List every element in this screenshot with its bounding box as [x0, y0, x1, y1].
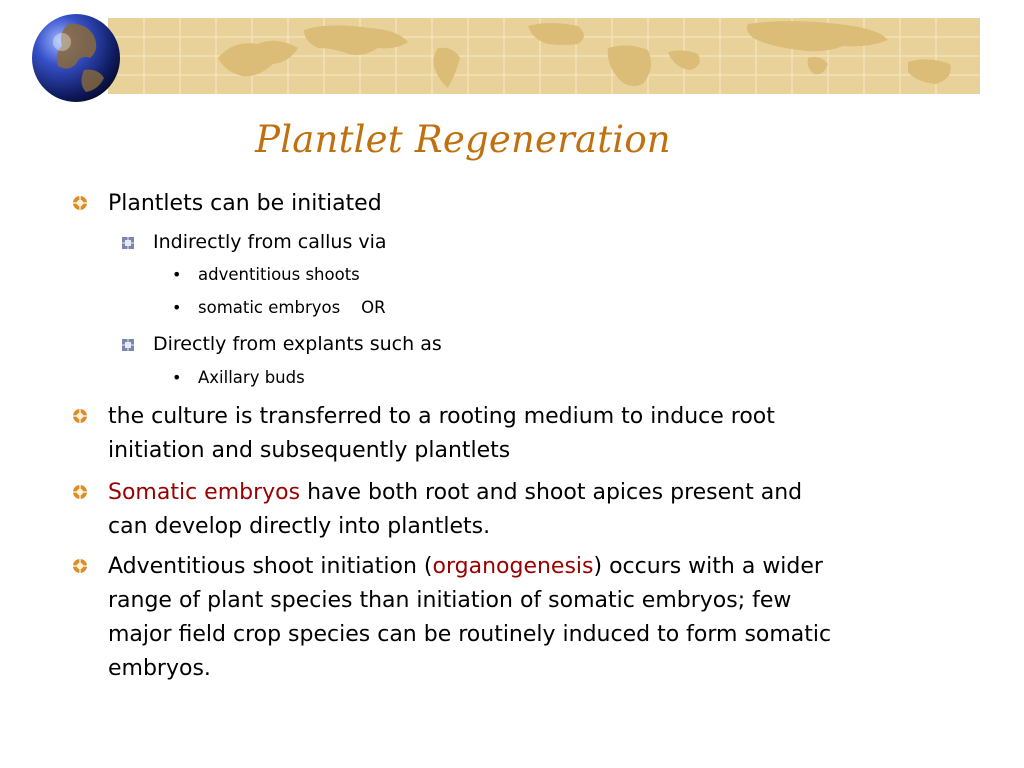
slide-title: Plantlet Regeneration — [255, 118, 671, 161]
bullet-text-line: initiation and subsequently plantlets — [108, 438, 511, 463]
bullet-text-line: major field crop species can be routinely induced to form somatic — [108, 622, 832, 647]
highlight-term: organogenesis — [432, 554, 594, 579]
bullet-text: Plantlets can be initiated — [108, 191, 382, 216]
bullet-text: Adventitious shoot initiation ( — [108, 554, 433, 579]
dot-bullet: • — [172, 265, 182, 284]
highlight-term: Somatic embryos — [108, 480, 301, 505]
bullet-text: Directly from explants such as — [153, 333, 442, 355]
dot-bullet: • — [172, 298, 182, 317]
bullet-text-line — [108, 550, 823, 584]
bullet-text-line: range of plant species than initiation of somatic embryos; few — [108, 588, 792, 613]
sub-bullet-icon — [122, 339, 134, 351]
bullet-icon — [72, 484, 88, 500]
bullet-icon — [72, 408, 88, 424]
bullet-text: Indirectly from callus via — [153, 231, 387, 253]
bullet-text: ) occurs with a wider — [593, 554, 823, 579]
bullet-icon — [72, 195, 88, 211]
sub-bullet-icon — [122, 237, 134, 249]
bullet-text: adventitious shoots — [198, 265, 360, 284]
bullet-icon — [72, 558, 88, 574]
bullet-text-line — [108, 476, 802, 510]
bullet-text: Axillary buds — [198, 368, 305, 387]
bullet-text-line: the culture is transferred to a rooting medium to induce root — [108, 404, 775, 429]
bullet-text-line: embryos. — [108, 656, 211, 681]
bullet-text: have both root and shoot apices present and — [300, 480, 803, 505]
bullet-text: somatic embryos OR — [198, 298, 386, 317]
bullet-text-line: can develop directly into plantlets. — [108, 514, 491, 539]
dot-bullet: • — [172, 368, 182, 387]
